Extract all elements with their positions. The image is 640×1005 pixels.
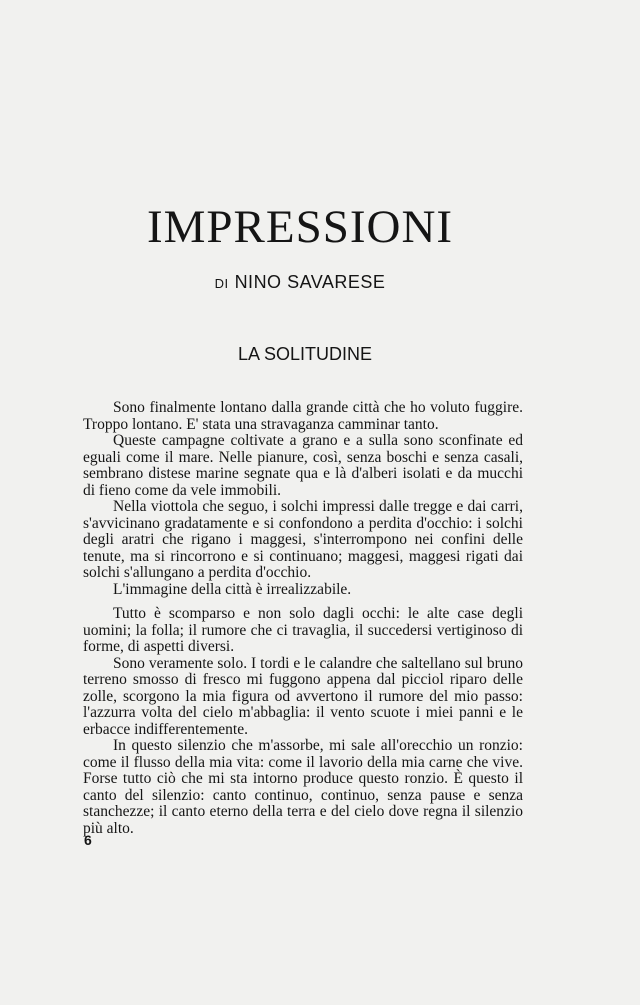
paragraph: Sono finalmente lontano dalla grande città che ho voluto fuggire. Troppo lontano. E' stata una stravaganza camminar tanto. (83, 399, 523, 433)
section-part-2 (83, 606, 523, 837)
section-part-1 (83, 400, 523, 598)
article-title: IMPRESSIONI (146, 201, 454, 253)
paragraph: Sono veramente solo. I tordi e le calandre che saltellano sul bruno terreno smosso di fresco mi fuggono appena dal picciol riparo delle zolle, scorgono la mia figura od avvertono il rumore del mio passo: l'azzurra volta del cielo m'abbaglia: il vento scuote i miei panni e le erbacce indifferentemente. (83, 654, 523, 738)
paragraph: L'immagine della città è irrealizzabile. (113, 580, 352, 598)
paragraph: Tutto è scomparso e non solo dagli occhi: le alte case degli uomini; la folla; il rumore che ci travaglia, il succedersi vertiginoso di forme, di aspetti diversi. (83, 605, 523, 655)
page-number: 6 (84, 832, 92, 848)
section-title: LA SOLITUDINE (237, 344, 373, 364)
author-line (0, 272, 600, 293)
paragraph: Queste campagne coltivate a grano e a sulla sono sconfinate ed eguali come il mare. Nelle pianure, così, senza boschi e senza casali, sembrano distese marine segnate qua e là d'alberi isolati e da mucchi di fieno come da vele immobili. (83, 432, 523, 499)
author-prefix: DI (214, 276, 229, 291)
author-name: NINO SAVARESE (234, 272, 386, 292)
paragraph: In questo silenzio che m'assorbe, mi sale all'orecchio un ronzio: come il flusso della mia vita: come il lavorio della mia carne che vive. Forse tutto ciò che mi sta intorno produce questo ronzio. È questo il canto del silenzio: canto continuo, continuo, senza pause e senza stanchezze; il canto eterno della terra e del cielo dove regna il silenzio più alto. (83, 737, 523, 837)
paragraph: Nella viottola che seguo, i solchi impressi dalle tregge e dai carri, s'avvicinano gradatamente e si confondono a perdita d'occhio: i solchi degli aratri che rigano i maggesi, s'interrompono nei confini delle tenute, ma si rincorrono e si continuano; maggesi, maggesi rigati dai solchi s'allungano a perdita d'occhio. (83, 498, 523, 581)
